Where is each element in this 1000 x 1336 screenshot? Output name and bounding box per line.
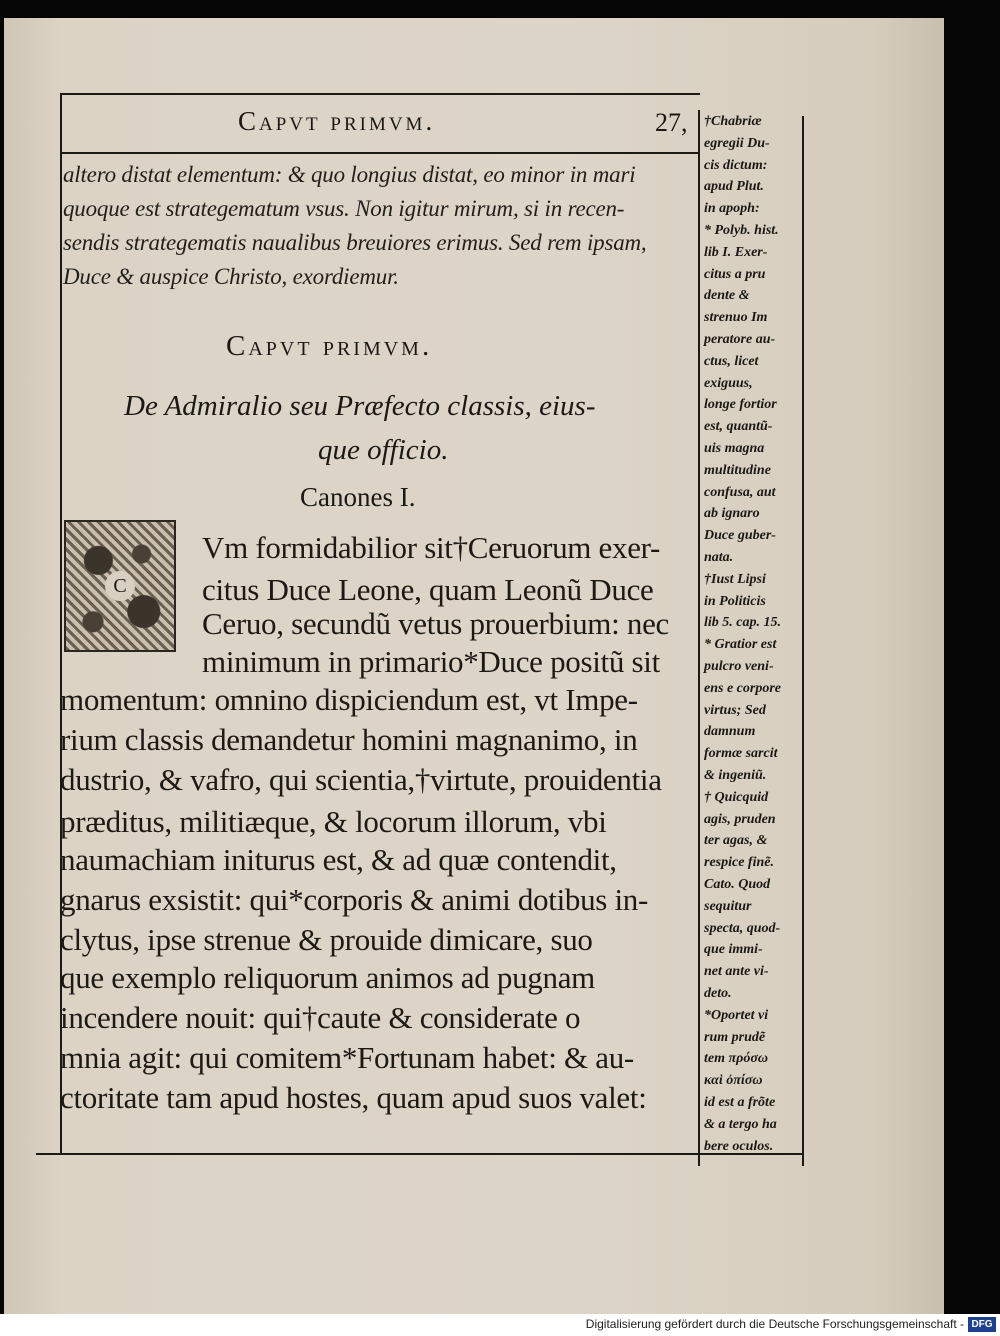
body-line: ctoritate tam apud hostes, quam apud suos valet: bbox=[60, 1080, 647, 1115]
intro-line: altero distat elementum: & quo longius distat, eo minor in mari bbox=[63, 162, 636, 187]
margin-note-line: Cato. Quod bbox=[704, 877, 771, 892]
dfg-logo: DFG bbox=[968, 1317, 996, 1332]
margin-note-line: formæ sarcit bbox=[704, 746, 778, 762]
margin-note-line: virtus; Sed bbox=[704, 702, 766, 718]
margin-note-line: uis magna bbox=[704, 441, 765, 456]
margin-note-line: deto. bbox=[704, 986, 732, 1001]
margin-note-line: est, quantũ- bbox=[704, 419, 773, 435]
margin-note-line: * Gratior est bbox=[704, 637, 777, 653]
margin-note-line: bere oculos. bbox=[704, 1138, 774, 1154]
margin-note-line: † Quicquid bbox=[704, 789, 769, 805]
margin-note-line: ens e corpore bbox=[704, 680, 781, 696]
margin-note-line: *Oportet vi bbox=[704, 1007, 769, 1023]
body-line: que exemplo reliquorum animos ad pugnam bbox=[60, 960, 595, 995]
margin-note-line: citus a pru bbox=[704, 266, 766, 282]
running-header-title: Capvt primvm. bbox=[238, 106, 436, 136]
margin-note-line: rum prudẽ bbox=[704, 1029, 766, 1045]
margin-note-line: damnum bbox=[704, 724, 756, 740]
margin-note-line: cis dictum: bbox=[704, 157, 768, 173]
body-line: clytus, ipse strenue & prouide dimicare, suo bbox=[60, 922, 593, 957]
margin-note-line: dente & bbox=[704, 288, 750, 304]
body-line: gnarus exsistit: qui*corporis & animi dotibus in- bbox=[60, 882, 649, 917]
margin-note-line: & ingeniũ. bbox=[704, 768, 767, 783]
body-line: Ceruo, secundũ vetus prouerbium: nec bbox=[202, 606, 669, 641]
margin-note-line: καὶ ὀπίσω bbox=[704, 1073, 763, 1089]
margin-note-line: tem πρόσω bbox=[704, 1051, 769, 1067]
decorated-initial bbox=[64, 520, 176, 652]
body-line: præditus, militiæque, & locorum illorum, vbi bbox=[60, 804, 607, 839]
margin-rule-left bbox=[698, 110, 700, 1166]
margin-note-line: †Chabriæ bbox=[704, 114, 762, 129]
margin-note-line: ctus, licet bbox=[704, 353, 759, 369]
margin-note-line: ab ignaro bbox=[704, 506, 760, 522]
intro-line: quoque est strategematum vsus. Non igitur mirum, si in recen- bbox=[63, 196, 625, 221]
margin-note-line: strenuo Im bbox=[704, 310, 768, 326]
body-line: Vm formidabilior sit†Ceruorum exer- bbox=[202, 530, 661, 565]
chapter-subtitle-line: que officio. bbox=[318, 434, 449, 466]
margin-note-line: †Iust Lipsi bbox=[704, 571, 766, 587]
margin-note-line: apud Plut. bbox=[704, 179, 764, 195]
margin-note-line: * Polyb. hist. bbox=[704, 223, 779, 238]
body-line: momentum: omnino dispiciendum est, vt Impe- bbox=[60, 682, 638, 717]
chapter-title: Capvt primvm. bbox=[226, 330, 433, 362]
margin-note-line: nata. bbox=[704, 550, 734, 565]
margin-note-line: net ante vi- bbox=[704, 964, 769, 980]
drop-cap-letter: C bbox=[105, 571, 135, 601]
canon-heading: Canones I. bbox=[300, 482, 416, 512]
margin-note-line: agis, pruden bbox=[704, 811, 776, 827]
body-line: naumachiam initurus est, & ad quæ contendit, bbox=[60, 842, 617, 877]
margin-note-line: longe fortior bbox=[704, 397, 777, 413]
margin-note-line: confusa, aut bbox=[704, 484, 776, 500]
body-line: rium classis demandetur homini magnanimo, in bbox=[60, 722, 638, 757]
margin-note-line: lib 5. cap. 15. bbox=[704, 615, 781, 631]
margin-note-line: ter agas, & bbox=[704, 833, 768, 849]
intro-line: sendis strategematis naualibus breuiores erimus. Sed rem ipsam, bbox=[63, 230, 647, 255]
margin-note-line: que immi- bbox=[704, 942, 763, 958]
margin-rule-right bbox=[802, 116, 804, 1166]
margin-note-line: & a tergo ha bbox=[704, 1116, 777, 1132]
margin-note-line: sequitur bbox=[704, 898, 752, 914]
margin-note-line: id est a frõte bbox=[704, 1095, 776, 1110]
page-number: 27, bbox=[655, 108, 688, 137]
margin-note-line: respice finẽ. bbox=[704, 855, 774, 871]
margin-note-line: Duce guber- bbox=[704, 528, 776, 544]
margin-note-line: in apoph: bbox=[704, 201, 760, 217]
margin-note-line: specta, quod- bbox=[704, 920, 781, 936]
footer-bar bbox=[0, 1314, 1000, 1336]
bottom-rule bbox=[36, 1153, 802, 1155]
header-rule bbox=[60, 152, 700, 154]
body-line: dustrio, & vafro, qui scientia,†virtute, prouidentia bbox=[60, 762, 662, 797]
margin-note-line: pulcro veni- bbox=[704, 659, 774, 674]
top-rule bbox=[60, 93, 700, 95]
margin-note-line: egregii Du- bbox=[704, 135, 770, 151]
margin-note-line: in Politicis bbox=[704, 593, 766, 609]
body-line: mnia agit: qui comitem*Fortunam habet: & au- bbox=[60, 1040, 634, 1075]
intro-line: Duce & auspice Christo, exordiemur. bbox=[63, 264, 399, 289]
margin-note-line: peratore au- bbox=[704, 332, 776, 347]
body-line: incendere nouit: qui†caute & considerate o bbox=[60, 1000, 581, 1035]
body-line: minimum in primario*Duce positũ sit bbox=[202, 644, 660, 679]
margin-note-line: multitudine bbox=[704, 462, 771, 478]
margin-note-line: lib I. Exer- bbox=[704, 244, 768, 260]
chapter-subtitle-line: De Admiralio seu Præfecto classis, eius- bbox=[124, 390, 596, 422]
body-line: citus Duce Leone, quam Leonũ Duce bbox=[202, 572, 654, 607]
margin-note-line: exiguus, bbox=[704, 375, 753, 391]
footer-credit-text: Digitalisierung gefördert durch die Deutsche Forschungsgemeinschaft - bbox=[585, 1317, 964, 1331]
